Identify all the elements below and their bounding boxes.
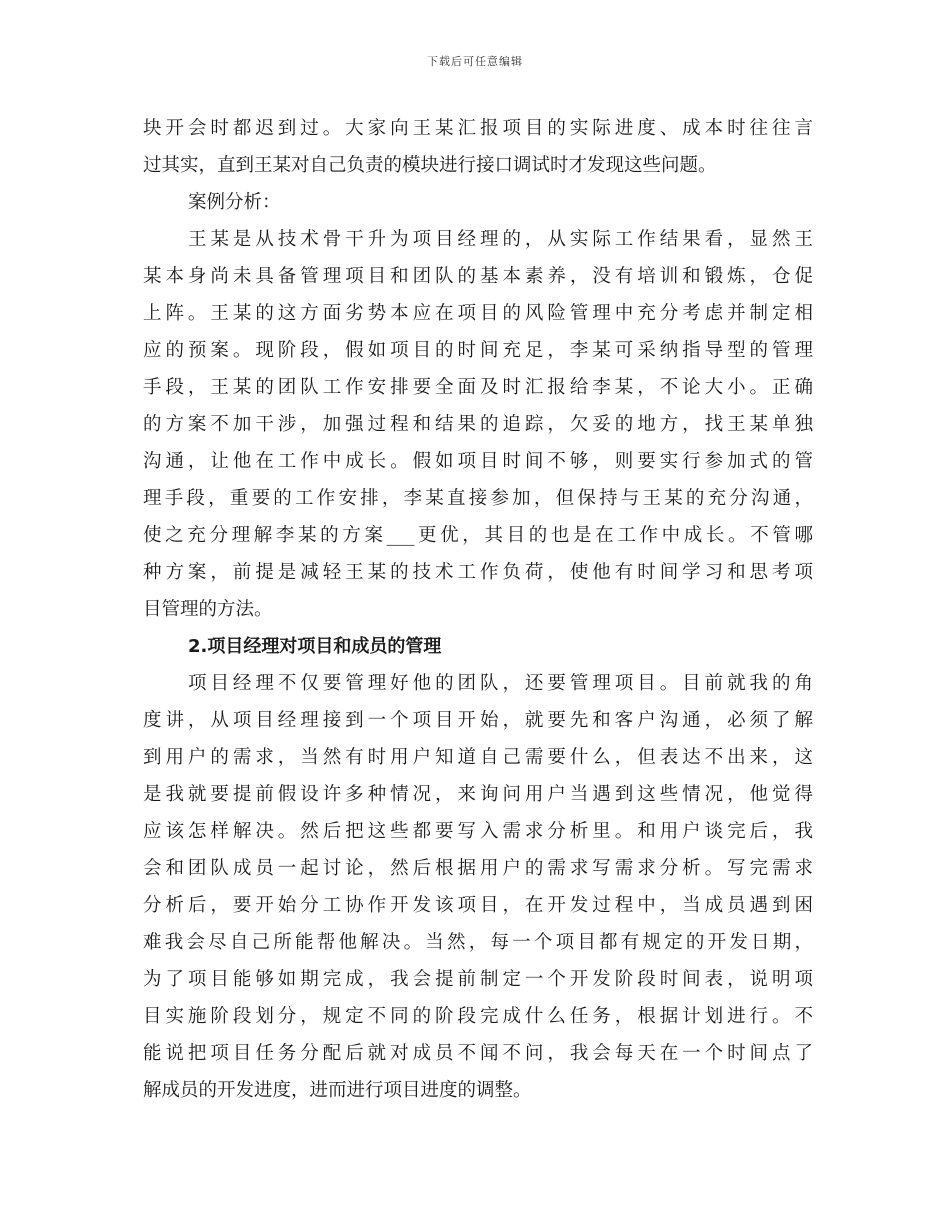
text-line: 度讲，从项目经理接到一个项目开始，就要先和客户沟通，必须了解 xyxy=(143,710,813,731)
text-line: 解成员的开发进度，进而进行项目进度的调整。 xyxy=(143,1080,532,1101)
text-line: 某本身尚未具备管理项目和团队的基本素养，没有培训和锻炼，仓促 xyxy=(143,266,813,287)
text-line: 的方案不加干涉，加强过程和结果的追踪，欠妥的地方，找王某单独 xyxy=(143,414,813,435)
text-line: 项目经理不仅要管理好他的团队，还要管理项目。目前就我的角 xyxy=(188,673,813,694)
text-line: 应的预案。现阶段，假如项目的时间充足，李某可采纳指导型的管理 xyxy=(143,340,813,361)
text-line: 过其实，直到王某对自己负责的模块进行接口调试时才发现这些问题。 xyxy=(143,155,717,176)
text-line: 会和团队成员一起讨论，然后根据用户的需求写需求分析。写完需求 xyxy=(143,858,813,879)
text-line: 能说把项目任务分配后就对成员不闻不问，我会每天在一个时间点了 xyxy=(143,1043,813,1064)
text-line: 到用户的需求，当然有时用户知道自己需要什么，但表达不出来，这 xyxy=(143,747,813,768)
text-line: 难我会尽自己所能帮他解决。当然，每一个项目都有规定的开发日期， xyxy=(143,932,813,953)
document-body xyxy=(143,110,813,1109)
text-line: 是我就要提前假设许多种情况，来询问用户当遇到这些情况，他觉得 xyxy=(143,784,813,805)
text-line: 理手段，重要的工作安排，李某直接参加，但保持与王某的充分沟通， xyxy=(143,488,813,509)
text-line: 上阵。王某的这方面劣势本应在项目的风险管理中充分考虑并制定相 xyxy=(143,303,813,324)
section-heading: 2.项目经理对项目和成员的管理 xyxy=(188,636,442,657)
text-line: 分析后，要开始分工协作开发该项目，在开发过程中，当成员遇到困 xyxy=(143,895,813,916)
text-line: 块开会时都迟到过。大家向王某汇报项目的实际进度、成本时往往言 xyxy=(143,118,813,139)
text-line: 为了项目能够如期完成，我会提前制定一个开发阶段时间表，说明项 xyxy=(143,969,813,990)
text-line: 目实施阶段划分，规定不同的阶段完成什么任务，根据计划进行。不 xyxy=(143,1006,813,1027)
text-line: 手段，王某的团队工作安排要全面及时汇报给李某，不论大小。正确 xyxy=(143,377,813,398)
section-label: 案例分析： xyxy=(188,192,281,213)
text-line: 使之充分理解李某的方案___更优，其目的也是在工作中成长。不管哪 xyxy=(143,525,813,546)
text-line: 王某是从技术骨干升为项目经理的，从实际工作结果看，显然王 xyxy=(188,229,813,250)
text-line: 种方案，前提是减轻王某的技术工作负荷，使他有时间学习和思考项 xyxy=(143,562,813,583)
text-line: 沟通，让他在工作中成长。假如项目时间不够，则要实行参加式的管 xyxy=(143,451,813,472)
text-line: 目管理的方法。 xyxy=(143,599,273,620)
text-line: 应该怎样解决。然后把这些都要写入需求分析里。和用户谈完后，我 xyxy=(143,821,813,842)
page-header-note: 下载后可任意编辑 xyxy=(427,55,523,68)
